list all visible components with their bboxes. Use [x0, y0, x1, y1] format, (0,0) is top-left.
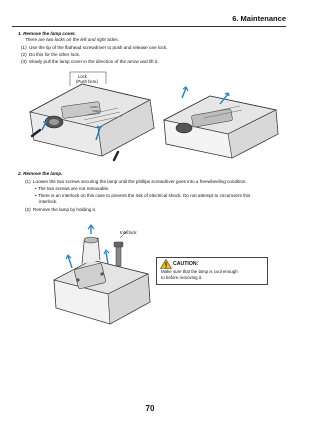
step2-bullet-1: • The two screws are not removable. [35, 186, 110, 191]
step1-substep-2: (2) Do this for the other lock. [21, 52, 81, 57]
interlock-label: Interlock [120, 230, 137, 235]
lock-callout-line-2: (Push here) [76, 79, 98, 84]
caution-body: Make sure that the lamp is cool enough to before removing it. [161, 269, 238, 280]
port-label-audio: AUDIO [90, 106, 99, 109]
section-title: 6. Maintenance [232, 14, 286, 23]
lock-callout-line-1: Lock [78, 74, 87, 79]
caution-title: CAUTION: [173, 261, 199, 267]
lamp-removal-illustration [48, 224, 156, 330]
step1-substep-1: (1) Use the tip of the flathead screwdriver to push and release one lock. [21, 45, 168, 50]
header-rule [12, 26, 286, 27]
page-header [12, 14, 286, 28]
step2-bullet-2-cont: interlock. [39, 199, 58, 204]
port-label-video: VIDEO [92, 110, 101, 113]
warning-icon [160, 259, 172, 269]
projector-lock-illustration [22, 70, 160, 162]
caution-box [156, 257, 268, 285]
projector-cover-lift-illustration [158, 84, 284, 162]
step1-subheading: There are two locks on the left and right sides. [25, 37, 119, 42]
step2-heading: 2. Remove the lamp. [18, 171, 63, 176]
step2-substep-1: (1) Loosen the two screws securing the lamp until the phillips screwdriver goes into a freewheeling condition. [25, 179, 247, 184]
step1-heading: 1. Remove the lamp cover. [18, 31, 76, 36]
step2-substep-2: (2) Remove the lamp by holding it. [25, 207, 97, 212]
step1-substep-3: (3) Slowly pull the lamp cover in the direction of the arrow and lift it. [21, 59, 159, 64]
step2-bullet-2: • There is an interlock on this case to prevent the risk of electrical shock. Do not attempt to circumvent this [35, 193, 251, 198]
page-number: 70 [145, 404, 155, 413]
